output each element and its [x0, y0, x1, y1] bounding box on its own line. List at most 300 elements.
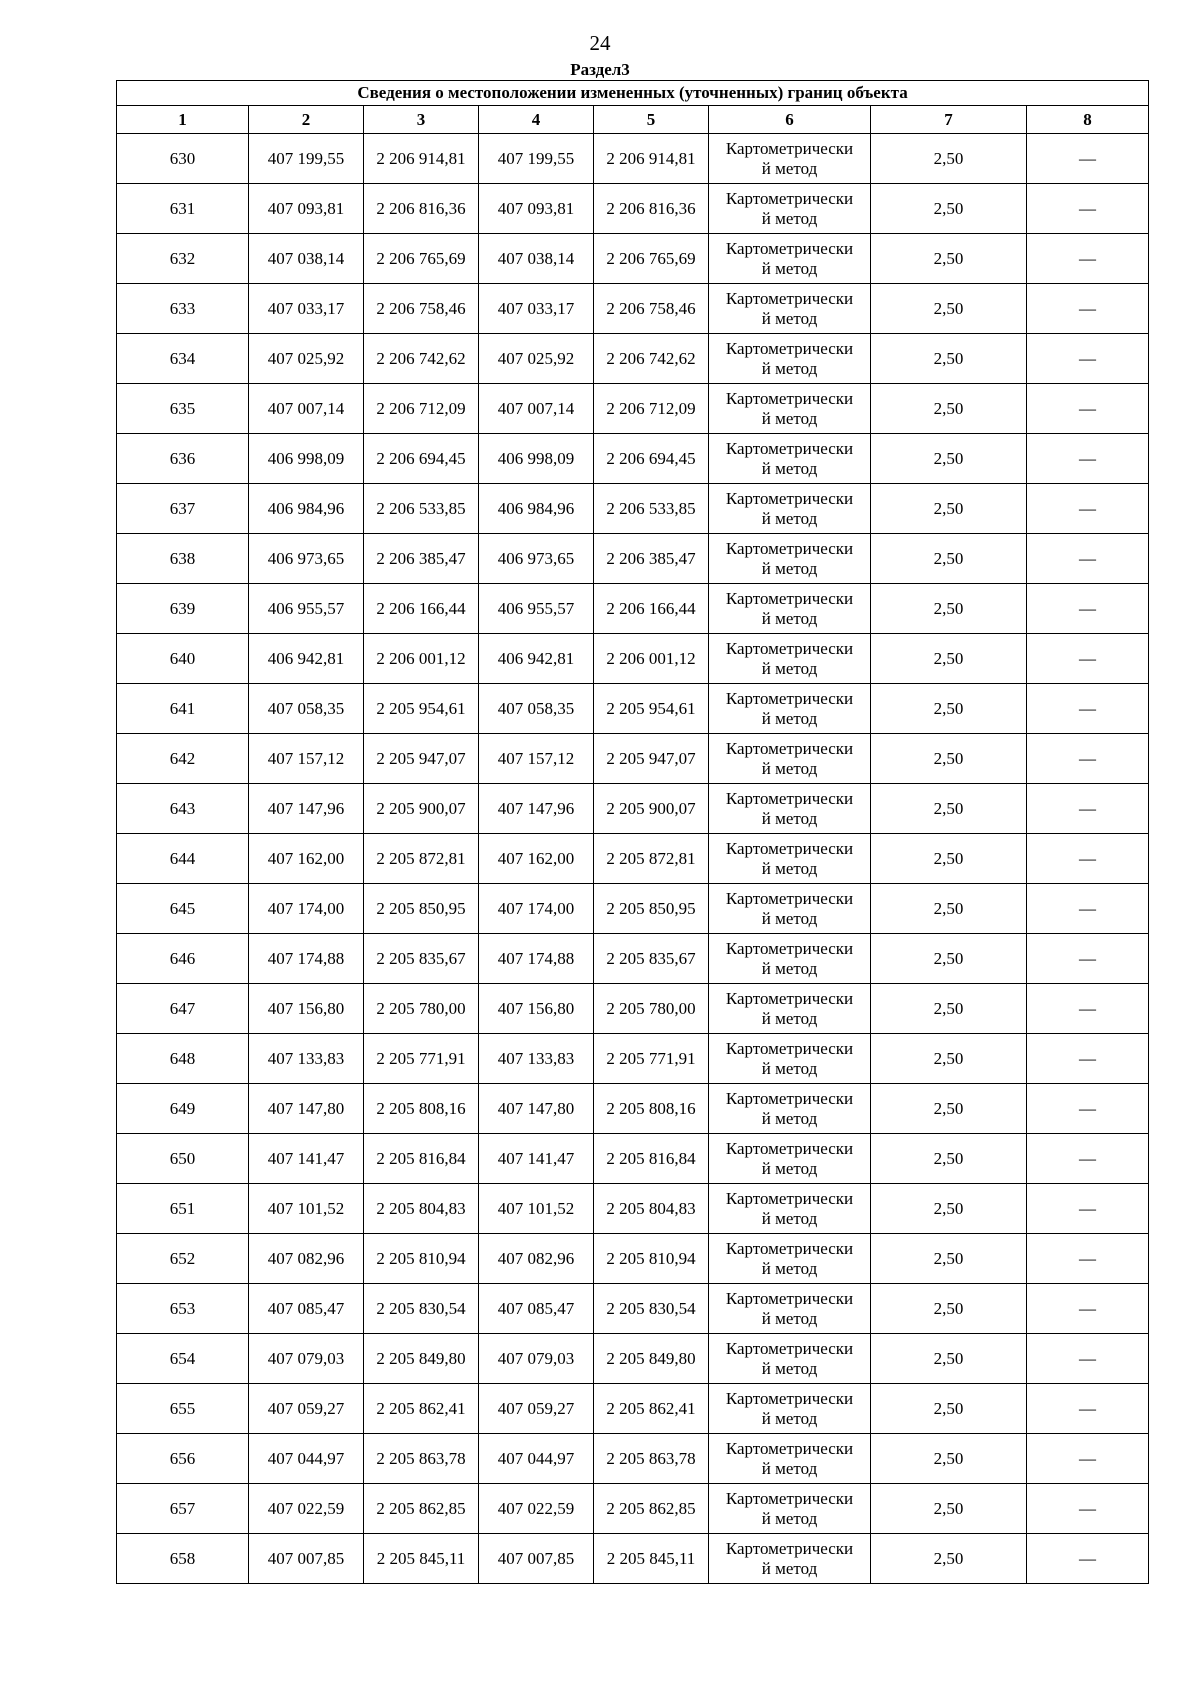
- x-new-cell: 407 059,27: [479, 1384, 594, 1434]
- note-cell: —: [1027, 534, 1149, 584]
- accuracy-cell: 2,50: [871, 584, 1027, 634]
- accuracy-cell: 2,50: [871, 284, 1027, 334]
- x-new-cell: 406 942,81: [479, 634, 594, 684]
- y-new-cell: 2 205 816,84: [594, 1134, 709, 1184]
- table-row: [117, 684, 1149, 734]
- point-number-cell: 641: [117, 684, 249, 734]
- accuracy-cell: 2,50: [871, 134, 1027, 184]
- x-new-cell: 407 156,80: [479, 984, 594, 1034]
- x-new-cell: 407 044,97: [479, 1434, 594, 1484]
- method-cell: [709, 484, 871, 534]
- note-cell: —: [1027, 234, 1149, 284]
- y-new-cell: 2 205 810,94: [594, 1234, 709, 1284]
- method-text-line: й метод: [761, 408, 818, 428]
- x-old-cell: 406 998,09: [249, 434, 364, 484]
- point-number-cell: 632: [117, 234, 249, 284]
- method-text-line: й метод: [761, 808, 818, 828]
- x-old-cell: 407 101,52: [249, 1184, 364, 1234]
- table-row: [117, 434, 1149, 484]
- x-new-cell: 406 973,65: [479, 534, 594, 584]
- note-cell: —: [1027, 484, 1149, 534]
- point-number-cell: 637: [117, 484, 249, 534]
- method-text-line: й метод: [761, 1408, 818, 1428]
- y-old-cell: 2 205 771,91: [364, 1034, 479, 1084]
- column-header: 3: [364, 106, 479, 134]
- y-new-cell: 2 206 385,47: [594, 534, 709, 584]
- method-cell: [709, 684, 871, 734]
- method-cell: [709, 1484, 871, 1534]
- y-new-cell: 2 206 712,09: [594, 384, 709, 434]
- table-row: [117, 384, 1149, 434]
- y-new-cell: 2 206 816,36: [594, 184, 709, 234]
- point-number-cell: 654: [117, 1334, 249, 1384]
- note-cell: —: [1027, 684, 1149, 734]
- table-row: [117, 1234, 1149, 1284]
- method-text-line: Картометрически: [725, 1338, 854, 1358]
- method-text-line: й метод: [761, 258, 818, 278]
- table-row: [117, 234, 1149, 284]
- accuracy-cell: 2,50: [871, 634, 1027, 684]
- method-text-line: й метод: [761, 1008, 818, 1028]
- point-number-cell: 650: [117, 1134, 249, 1184]
- point-number-cell: 647: [117, 984, 249, 1034]
- method-text-line: й метод: [761, 958, 818, 978]
- note-cell: —: [1027, 134, 1149, 184]
- x-new-cell: 407 085,47: [479, 1284, 594, 1334]
- note-cell: —: [1027, 1084, 1149, 1134]
- x-new-cell: 407 038,14: [479, 234, 594, 284]
- accuracy-cell: 2,50: [871, 784, 1027, 834]
- y-new-cell: 2 205 780,00: [594, 984, 709, 1034]
- table-row: [117, 1384, 1149, 1434]
- method-cell: [709, 634, 871, 684]
- table-row: [117, 1034, 1149, 1084]
- x-old-cell: 407 033,17: [249, 284, 364, 334]
- column-header: 1: [117, 106, 249, 134]
- x-new-cell: 406 984,96: [479, 484, 594, 534]
- accuracy-cell: 2,50: [871, 434, 1027, 484]
- point-number-cell: 640: [117, 634, 249, 684]
- method-text-line: Картометрически: [725, 1138, 854, 1158]
- point-number-cell: 644: [117, 834, 249, 884]
- point-number-cell: 642: [117, 734, 249, 784]
- method-cell: [709, 884, 871, 934]
- x-old-cell: 407 174,88: [249, 934, 364, 984]
- y-old-cell: 2 206 758,46: [364, 284, 479, 334]
- y-old-cell: 2 206 001,12: [364, 634, 479, 684]
- method-text-line: Картометрически: [725, 438, 854, 458]
- y-old-cell: 2 205 808,16: [364, 1084, 479, 1134]
- point-number-cell: 638: [117, 534, 249, 584]
- x-old-cell: 407 085,47: [249, 1284, 364, 1334]
- y-old-cell: 2 205 845,11: [364, 1534, 479, 1584]
- table-row: [117, 184, 1149, 234]
- accuracy-cell: 2,50: [871, 934, 1027, 984]
- accuracy-cell: 2,50: [871, 534, 1027, 584]
- method-cell: [709, 1184, 871, 1234]
- y-new-cell: 2 205 862,41: [594, 1384, 709, 1434]
- x-old-cell: 407 147,96: [249, 784, 364, 834]
- note-cell: —: [1027, 334, 1149, 384]
- y-new-cell: 2 205 862,85: [594, 1484, 709, 1534]
- method-text-line: й метод: [761, 1508, 818, 1528]
- method-text-line: й метод: [761, 758, 818, 778]
- method-text-line: й метод: [761, 158, 818, 178]
- point-number-cell: 651: [117, 1184, 249, 1234]
- y-old-cell: 2 205 947,07: [364, 734, 479, 784]
- point-number-cell: 630: [117, 134, 249, 184]
- y-old-cell: 2 205 804,83: [364, 1184, 479, 1234]
- y-new-cell: 2 206 533,85: [594, 484, 709, 534]
- x-old-cell: 407 093,81: [249, 184, 364, 234]
- y-new-cell: 2 206 914,81: [594, 134, 709, 184]
- note-cell: —: [1027, 1434, 1149, 1484]
- method-cell: [709, 1434, 871, 1484]
- accuracy-cell: 2,50: [871, 1484, 1027, 1534]
- table-row: [117, 1184, 1149, 1234]
- method-text-line: Картометрически: [725, 188, 854, 208]
- point-number-cell: 649: [117, 1084, 249, 1134]
- y-old-cell: 2 205 849,80: [364, 1334, 479, 1384]
- note-cell: —: [1027, 584, 1149, 634]
- method-cell: [709, 584, 871, 634]
- method-text-line: й метод: [761, 308, 818, 328]
- method-text-line: й метод: [761, 208, 818, 228]
- method-cell: [709, 434, 871, 484]
- method-text-line: й метод: [761, 458, 818, 478]
- point-number-cell: 657: [117, 1484, 249, 1534]
- note-cell: —: [1027, 984, 1149, 1034]
- table-caption-row: [117, 81, 1149, 106]
- note-cell: —: [1027, 1484, 1149, 1534]
- x-old-cell: 407 025,92: [249, 334, 364, 384]
- accuracy-cell: 2,50: [871, 484, 1027, 534]
- column-header: 4: [479, 106, 594, 134]
- table-row: [117, 884, 1149, 934]
- accuracy-cell: 2,50: [871, 1334, 1027, 1384]
- method-text-line: Картометрически: [725, 1038, 854, 1058]
- table-body: [117, 134, 1149, 1584]
- table-row: [117, 1534, 1149, 1584]
- method-text-line: й метод: [761, 1308, 818, 1328]
- method-text-line: Картометрически: [725, 688, 854, 708]
- accuracy-cell: 2,50: [871, 184, 1027, 234]
- note-cell: —: [1027, 1334, 1149, 1384]
- method-text-line: й метод: [761, 508, 818, 528]
- y-new-cell: 2 205 804,83: [594, 1184, 709, 1234]
- method-cell: [709, 1334, 871, 1384]
- table-row: [117, 984, 1149, 1034]
- method-cell: [709, 1134, 871, 1184]
- x-new-cell: 407 147,96: [479, 784, 594, 834]
- table-row: [117, 334, 1149, 384]
- x-new-cell: 407 174,00: [479, 884, 594, 934]
- method-text-line: й метод: [761, 908, 818, 928]
- method-text-line: Картометрически: [725, 1188, 854, 1208]
- note-cell: —: [1027, 784, 1149, 834]
- y-new-cell: 2 205 830,54: [594, 1284, 709, 1334]
- y-new-cell: 2 205 863,78: [594, 1434, 709, 1484]
- section-title: Раздел3: [570, 60, 630, 79]
- accuracy-cell: 2,50: [871, 334, 1027, 384]
- accuracy-cell: 2,50: [871, 384, 1027, 434]
- note-cell: —: [1027, 1184, 1149, 1234]
- y-old-cell: 2 205 780,00: [364, 984, 479, 1034]
- x-new-cell: 407 025,92: [479, 334, 594, 384]
- note-cell: —: [1027, 934, 1149, 984]
- point-number-cell: 633: [117, 284, 249, 334]
- point-number-cell: 634: [117, 334, 249, 384]
- y-new-cell: 2 205 954,61: [594, 684, 709, 734]
- table-row: [117, 134, 1149, 184]
- point-number-cell: 639: [117, 584, 249, 634]
- table-row: [117, 734, 1149, 784]
- y-old-cell: 2 206 166,44: [364, 584, 479, 634]
- note-cell: —: [1027, 284, 1149, 334]
- method-text-line: Картометрически: [725, 288, 854, 308]
- accuracy-cell: 2,50: [871, 984, 1027, 1034]
- x-new-cell: 407 033,17: [479, 284, 594, 334]
- y-new-cell: 2 206 742,62: [594, 334, 709, 384]
- method-text-line: Картометрически: [725, 638, 854, 658]
- y-old-cell: 2 206 385,47: [364, 534, 479, 584]
- x-new-cell: 407 157,12: [479, 734, 594, 784]
- method-text-line: Картометрически: [725, 1388, 854, 1408]
- x-old-cell: 407 147,80: [249, 1084, 364, 1134]
- method-cell: [709, 184, 871, 234]
- x-old-cell: 407 156,80: [249, 984, 364, 1034]
- coordinates-table: [116, 80, 1149, 1584]
- note-cell: —: [1027, 384, 1149, 434]
- y-new-cell: 2 206 001,12: [594, 634, 709, 684]
- accuracy-cell: 2,50: [871, 834, 1027, 884]
- x-old-cell: 407 044,97: [249, 1434, 364, 1484]
- table-row: [117, 1134, 1149, 1184]
- method-text-line: Картометрически: [725, 888, 854, 908]
- point-number-cell: 653: [117, 1284, 249, 1334]
- method-text-line: Картометрически: [725, 538, 854, 558]
- y-old-cell: 2 205 900,07: [364, 784, 479, 834]
- table-row: [117, 484, 1149, 534]
- table-row: [117, 1284, 1149, 1334]
- y-old-cell: 2 205 830,54: [364, 1284, 479, 1334]
- note-cell: —: [1027, 1534, 1149, 1584]
- method-text-line: й метод: [761, 1558, 818, 1578]
- method-cell: [709, 984, 871, 1034]
- table-row: [117, 1434, 1149, 1484]
- y-new-cell: 2 205 835,67: [594, 934, 709, 984]
- x-old-cell: 407 133,83: [249, 1034, 364, 1084]
- x-old-cell: 407 199,55: [249, 134, 364, 184]
- y-old-cell: 2 206 533,85: [364, 484, 479, 534]
- method-cell: [709, 534, 871, 584]
- note-cell: —: [1027, 434, 1149, 484]
- x-new-cell: 407 199,55: [479, 134, 594, 184]
- note-cell: —: [1027, 1284, 1149, 1334]
- x-new-cell: 407 162,00: [479, 834, 594, 884]
- y-new-cell: 2 205 845,11: [594, 1534, 709, 1584]
- y-old-cell: 2 205 862,41: [364, 1384, 479, 1434]
- y-new-cell: 2 206 166,44: [594, 584, 709, 634]
- method-text-line: Картометрически: [725, 588, 854, 608]
- y-old-cell: 2 206 765,69: [364, 234, 479, 284]
- accuracy-cell: 2,50: [871, 884, 1027, 934]
- y-old-cell: 2 205 872,81: [364, 834, 479, 884]
- point-number-cell: 643: [117, 784, 249, 834]
- accuracy-cell: 2,50: [871, 234, 1027, 284]
- method-text-line: й метод: [761, 1458, 818, 1478]
- method-text-line: Картометрически: [725, 1438, 854, 1458]
- method-text-line: Картометрически: [725, 388, 854, 408]
- column-number-row: [117, 106, 1149, 134]
- point-number-cell: 652: [117, 1234, 249, 1284]
- accuracy-cell: 2,50: [871, 1434, 1027, 1484]
- x-new-cell: 407 101,52: [479, 1184, 594, 1234]
- note-cell: —: [1027, 734, 1149, 784]
- method-text-line: й метод: [761, 558, 818, 578]
- method-text-line: Картометрически: [725, 488, 854, 508]
- x-new-cell: 407 058,35: [479, 684, 594, 734]
- point-number-cell: 648: [117, 1034, 249, 1084]
- x-old-cell: 407 007,85: [249, 1534, 364, 1584]
- x-old-cell: 406 942,81: [249, 634, 364, 684]
- accuracy-cell: 2,50: [871, 1184, 1027, 1234]
- method-text-line: Картометрически: [725, 138, 854, 158]
- column-header: 5: [594, 106, 709, 134]
- method-cell: [709, 784, 871, 834]
- y-old-cell: 2 206 914,81: [364, 134, 479, 184]
- method-cell: [709, 134, 871, 184]
- method-text-line: й метод: [761, 658, 818, 678]
- method-text-line: Картометрически: [725, 738, 854, 758]
- x-old-cell: 407 058,35: [249, 684, 364, 734]
- y-old-cell: 2 205 862,85: [364, 1484, 479, 1534]
- x-old-cell: 407 157,12: [249, 734, 364, 784]
- x-new-cell: 407 082,96: [479, 1234, 594, 1284]
- table-row: [117, 784, 1149, 834]
- method-cell: [709, 284, 871, 334]
- accuracy-cell: 2,50: [871, 1034, 1027, 1084]
- table-row: [117, 634, 1149, 684]
- x-new-cell: 406 955,57: [479, 584, 594, 634]
- y-new-cell: 2 206 765,69: [594, 234, 709, 284]
- accuracy-cell: 2,50: [871, 1384, 1027, 1434]
- note-cell: —: [1027, 834, 1149, 884]
- method-text-line: Картометрически: [725, 1288, 854, 1308]
- page-number: 24: [589, 31, 611, 55]
- y-new-cell: 2 205 947,07: [594, 734, 709, 784]
- accuracy-cell: 2,50: [871, 684, 1027, 734]
- method-text-line: Картометрически: [725, 1538, 854, 1558]
- x-old-cell: 406 955,57: [249, 584, 364, 634]
- accuracy-cell: 2,50: [871, 1284, 1027, 1334]
- accuracy-cell: 2,50: [871, 1234, 1027, 1284]
- method-cell: [709, 384, 871, 434]
- y-new-cell: 2 205 771,91: [594, 1034, 709, 1084]
- x-new-cell: 407 093,81: [479, 184, 594, 234]
- y-old-cell: 2 205 954,61: [364, 684, 479, 734]
- x-old-cell: 407 059,27: [249, 1384, 364, 1434]
- x-old-cell: 407 141,47: [249, 1134, 364, 1184]
- method-text-line: Картометрически: [725, 838, 854, 858]
- y-new-cell: 2 205 900,07: [594, 784, 709, 834]
- y-old-cell: 2 205 810,94: [364, 1234, 479, 1284]
- x-new-cell: 407 007,85: [479, 1534, 594, 1584]
- method-text-line: й метод: [761, 1108, 818, 1128]
- note-cell: —: [1027, 1384, 1149, 1434]
- point-number-cell: 658: [117, 1534, 249, 1584]
- point-number-cell: 631: [117, 184, 249, 234]
- y-new-cell: 2 206 758,46: [594, 284, 709, 334]
- point-number-cell: 645: [117, 884, 249, 934]
- column-header: 7: [871, 106, 1027, 134]
- accuracy-cell: 2,50: [871, 1084, 1027, 1134]
- table-caption: Сведения о местоположении измененных (уточненных) границ объекта: [117, 81, 1149, 106]
- method-cell: [709, 1534, 871, 1584]
- y-new-cell: 2 206 694,45: [594, 434, 709, 484]
- y-old-cell: 2 205 850,95: [364, 884, 479, 934]
- accuracy-cell: 2,50: [871, 1134, 1027, 1184]
- point-number-cell: 636: [117, 434, 249, 484]
- x-new-cell: 406 998,09: [479, 434, 594, 484]
- y-old-cell: 2 205 816,84: [364, 1134, 479, 1184]
- method-text-line: й метод: [761, 1208, 818, 1228]
- method-text-line: й метод: [761, 708, 818, 728]
- method-cell: [709, 934, 871, 984]
- x-old-cell: 407 007,14: [249, 384, 364, 434]
- method-text-line: Картометрически: [725, 1238, 854, 1258]
- y-new-cell: 2 205 872,81: [594, 834, 709, 884]
- note-cell: —: [1027, 1034, 1149, 1084]
- method-text-line: й метод: [761, 1158, 818, 1178]
- method-text-line: й метод: [761, 608, 818, 628]
- table-row: [117, 1484, 1149, 1534]
- y-old-cell: 2 205 863,78: [364, 1434, 479, 1484]
- x-new-cell: 407 174,88: [479, 934, 594, 984]
- table-row: [117, 1084, 1149, 1134]
- column-header: 8: [1027, 106, 1149, 134]
- y-new-cell: 2 205 849,80: [594, 1334, 709, 1384]
- method-cell: [709, 834, 871, 884]
- point-number-cell: 635: [117, 384, 249, 434]
- method-text-line: Картометрически: [725, 238, 854, 258]
- x-new-cell: 407 022,59: [479, 1484, 594, 1534]
- method-text-line: й метод: [761, 858, 818, 878]
- method-text-line: Картометрически: [725, 1088, 854, 1108]
- method-text-line: Картометрически: [725, 988, 854, 1008]
- table-row: [117, 534, 1149, 584]
- method-text-line: й метод: [761, 358, 818, 378]
- method-text-line: Картометрически: [725, 338, 854, 358]
- x-old-cell: 407 079,03: [249, 1334, 364, 1384]
- x-old-cell: 407 038,14: [249, 234, 364, 284]
- x-old-cell: 407 022,59: [249, 1484, 364, 1534]
- x-old-cell: 406 984,96: [249, 484, 364, 534]
- y-new-cell: 2 205 808,16: [594, 1084, 709, 1134]
- note-cell: —: [1027, 1234, 1149, 1284]
- point-number-cell: 656: [117, 1434, 249, 1484]
- accuracy-cell: 2,50: [871, 734, 1027, 784]
- method-cell: [709, 234, 871, 284]
- x-old-cell: 407 162,00: [249, 834, 364, 884]
- table-row: [117, 834, 1149, 884]
- method-cell: [709, 734, 871, 784]
- x-old-cell: 407 174,00: [249, 884, 364, 934]
- column-header: 2: [249, 106, 364, 134]
- y-old-cell: 2 205 835,67: [364, 934, 479, 984]
- y-old-cell: 2 206 712,09: [364, 384, 479, 434]
- method-text-line: й метод: [761, 1358, 818, 1378]
